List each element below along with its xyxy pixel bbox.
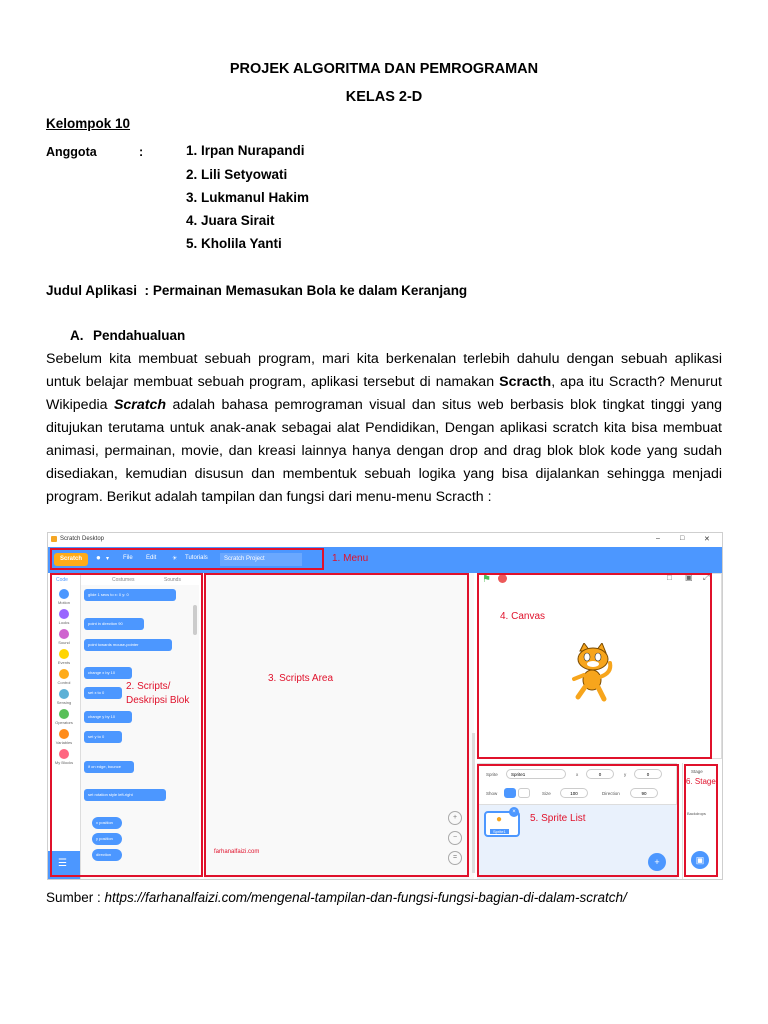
scripts-area-annotation: 3. Scripts Area	[268, 673, 334, 684]
cat-thumb-icon: ●	[496, 814, 503, 825]
category-label: Control	[57, 680, 71, 685]
category-label: Events	[57, 660, 71, 665]
category-motion-icon[interactable]	[59, 589, 69, 599]
add-sprite-icon[interactable]: +	[648, 853, 666, 871]
motion-block[interactable]: set y to 0	[84, 731, 122, 743]
zoom-in-icon[interactable]: +	[448, 811, 462, 825]
zoom-reset-icon[interactable]: =	[448, 851, 462, 865]
fullscreen-icon[interactable]: ⤢	[703, 573, 710, 582]
globe-icon[interactable]: ●	[96, 553, 101, 562]
intro-text-2: , apa itu Scracth? Menurut Wikipedia	[46, 374, 722, 413]
source-url[interactable]: https://farhanalfaizi.com/mengenal-tampilan-dan-fungsi-fungsi-bagian-di-dalam-scratch/	[104, 890, 627, 905]
menu-highlight-box	[50, 548, 324, 570]
document-title: PROJEK ALGORITMA DAN PEMROGRAMAN	[229, 61, 539, 77]
x-input[interactable]: 0	[586, 769, 614, 779]
scratch-screenshot-figure	[47, 532, 723, 880]
delete-sprite-icon[interactable]: ×	[509, 807, 519, 817]
scratch-logo[interactable]: Scratch	[54, 553, 88, 566]
category-operators-icon[interactable]	[59, 709, 69, 719]
stage-label: Stage	[691, 769, 703, 774]
backdrops-label: Backdrops	[687, 811, 706, 816]
small-stage-icon[interactable]: □	[667, 573, 672, 582]
size-input[interactable]: 100	[560, 788, 588, 798]
scripts-annotation-line1: 2. Scripts/	[126, 681, 171, 692]
source-label: Sumber :	[46, 890, 105, 905]
tab-sounds[interactable]: Sounds	[164, 577, 181, 583]
category-label: Variables	[55, 740, 73, 745]
canvas-annotation: 4. Canvas	[500, 611, 546, 622]
member-5: 5. Kholila Yanti	[186, 236, 282, 251]
window-title: Scratch Desktop	[60, 536, 105, 542]
motion-block[interactable]: change x by 10	[84, 667, 132, 679]
scripts-area-highlight-box	[204, 573, 469, 877]
project-name-input[interactable]: Scratch Project	[220, 553, 302, 566]
group-label: Kelompok 10	[46, 116, 131, 131]
app-title-colon: :	[144, 283, 150, 298]
motion-block[interactable]: change y by 10	[84, 711, 132, 723]
intro-bolditalic-scratch: Scratch	[113, 397, 166, 413]
motion-block[interactable]: if on edge, bounce	[84, 761, 134, 773]
add-extension-icon: ☰	[58, 858, 67, 869]
direction-input[interactable]: 90	[630, 788, 658, 798]
motion-block[interactable]: y position	[92, 833, 122, 845]
large-stage-icon[interactable]: ▣	[685, 573, 693, 582]
section-a-heading: Pendahualuan	[93, 328, 186, 343]
motion-block[interactable]: point towards mouse-pointer	[84, 639, 172, 651]
member-2: 2. Lili Setyowati	[186, 167, 288, 182]
tab-code[interactable]: Code	[56, 577, 68, 583]
sprite-name-input[interactable]: Sprite1	[506, 769, 566, 779]
motion-block[interactable]: point in direction 90	[84, 618, 144, 630]
watermark: farhanalfaizi.com	[214, 849, 260, 855]
category-sound-icon[interactable]	[59, 629, 69, 639]
app-title-value: Permainan Memasukan Bola ke dalam Keranjang	[152, 283, 468, 298]
menu-file[interactable]: File	[123, 555, 133, 561]
sprite-label: Sprite	[486, 772, 498, 777]
class-name: KELAS 2-D	[345, 89, 423, 105]
menu-annotation: 1. Menu	[332, 553, 369, 564]
category-label: My Blocks	[54, 760, 74, 765]
source-line	[46, 890, 627, 905]
motion-block[interactable]: direction	[92, 849, 122, 861]
member-4: 4. Juara Sirait	[186, 213, 275, 228]
category-events-icon[interactable]	[59, 649, 69, 659]
x-label: x	[576, 772, 579, 777]
category-label: Sensing	[56, 700, 72, 705]
motion-block[interactable]: x position	[92, 817, 122, 829]
sprite-list-annotation: 5. Sprite List	[530, 813, 586, 824]
members-label: Anggota	[46, 145, 97, 159]
show-label: Show	[486, 791, 498, 796]
menu-edit[interactable]: Edit	[146, 555, 157, 561]
minimize-icon[interactable]: –	[656, 535, 660, 542]
cat-sprite[interactable]	[568, 643, 618, 703]
category-sensing-icon[interactable]	[59, 689, 69, 699]
category-label: Looks	[58, 620, 70, 625]
app-title-label: Judul Aplikasi	[46, 283, 138, 298]
section-a-marker: A.	[70, 328, 84, 343]
zoom-out-icon[interactable]: −	[448, 831, 462, 845]
green-flag-icon[interactable]: ⚑	[482, 574, 491, 585]
category-looks-icon[interactable]	[59, 609, 69, 619]
y-input[interactable]: 0	[634, 769, 662, 779]
y-label: y	[624, 772, 627, 777]
member-3: 3. Lukmanul Hakim	[186, 190, 310, 205]
maximize-icon[interactable]: □	[680, 535, 685, 542]
stage-annotation: 6. Stage	[686, 777, 716, 786]
close-icon[interactable]: ✕	[704, 536, 710, 543]
scripts-scrollbar[interactable]	[472, 733, 475, 873]
category-variables-icon[interactable]	[59, 729, 69, 739]
chevron-down-icon: ▾	[106, 556, 110, 562]
category-label: Motion	[57, 600, 70, 605]
category-label: Operators	[55, 720, 73, 725]
motion-block[interactable]: set x to 0	[84, 687, 122, 699]
app-title-line	[46, 283, 467, 298]
intro-text-1: Sebelum kita membuat sebuah program, mari kita berkenalan terlebih dahulu dengan sebuah aplikasi untuk belajar membuat sebuah program, aplikasi tersebut di namakan	[46, 351, 722, 390]
motion-block[interactable]: set rotation style left-right	[84, 789, 166, 801]
add-backdrop-icon[interactable]: ▣	[691, 851, 709, 869]
lightbulb-icon: ☀	[172, 556, 178, 562]
scripts-annotation-line2: Deskripsi Blok	[126, 695, 190, 706]
direction-label: Direction	[602, 791, 620, 796]
intro-paragraph	[46, 348, 722, 509]
tab-costumes[interactable]: Costumes	[112, 577, 135, 583]
app-icon	[51, 536, 57, 542]
category-my-blocks-icon[interactable]	[59, 749, 69, 759]
menu-tutorials[interactable]: Tutorials	[185, 555, 208, 561]
category-control-icon[interactable]	[59, 669, 69, 679]
sprite-thumb-label: Sprite1	[490, 829, 509, 834]
intro-bold-scracth: Scracth	[499, 374, 552, 390]
window-titlebar	[48, 533, 722, 547]
intro-text-3: adalah bahasa pemrograman visual dan situs web berbasis blok tingkat tinggi yang ditujukan terutama untuk anak-anak sebagai alat Pendidikan, Dengan aplikasi scratch kita bisa membuat animasi, permainan, movie, dan kreasi lainnya hanya dengan drop and drag blok blok kode yang sudah disediakan, kemudian disusun dan membentuk sebuah logika yang bisa dijalankan sehingga menjadi program. Berikut adalah tampilan dan fungsi dari menu-menu Scracth :	[46, 397, 723, 505]
member-1: 1. Irpan Nurapandi	[186, 143, 305, 158]
category-label: Sound	[58, 640, 70, 645]
size-label: Size	[542, 791, 551, 796]
members-colon: :	[139, 145, 144, 159]
motion-block[interactable]: glide 1 secs to x: 0 y: 0	[84, 589, 176, 601]
